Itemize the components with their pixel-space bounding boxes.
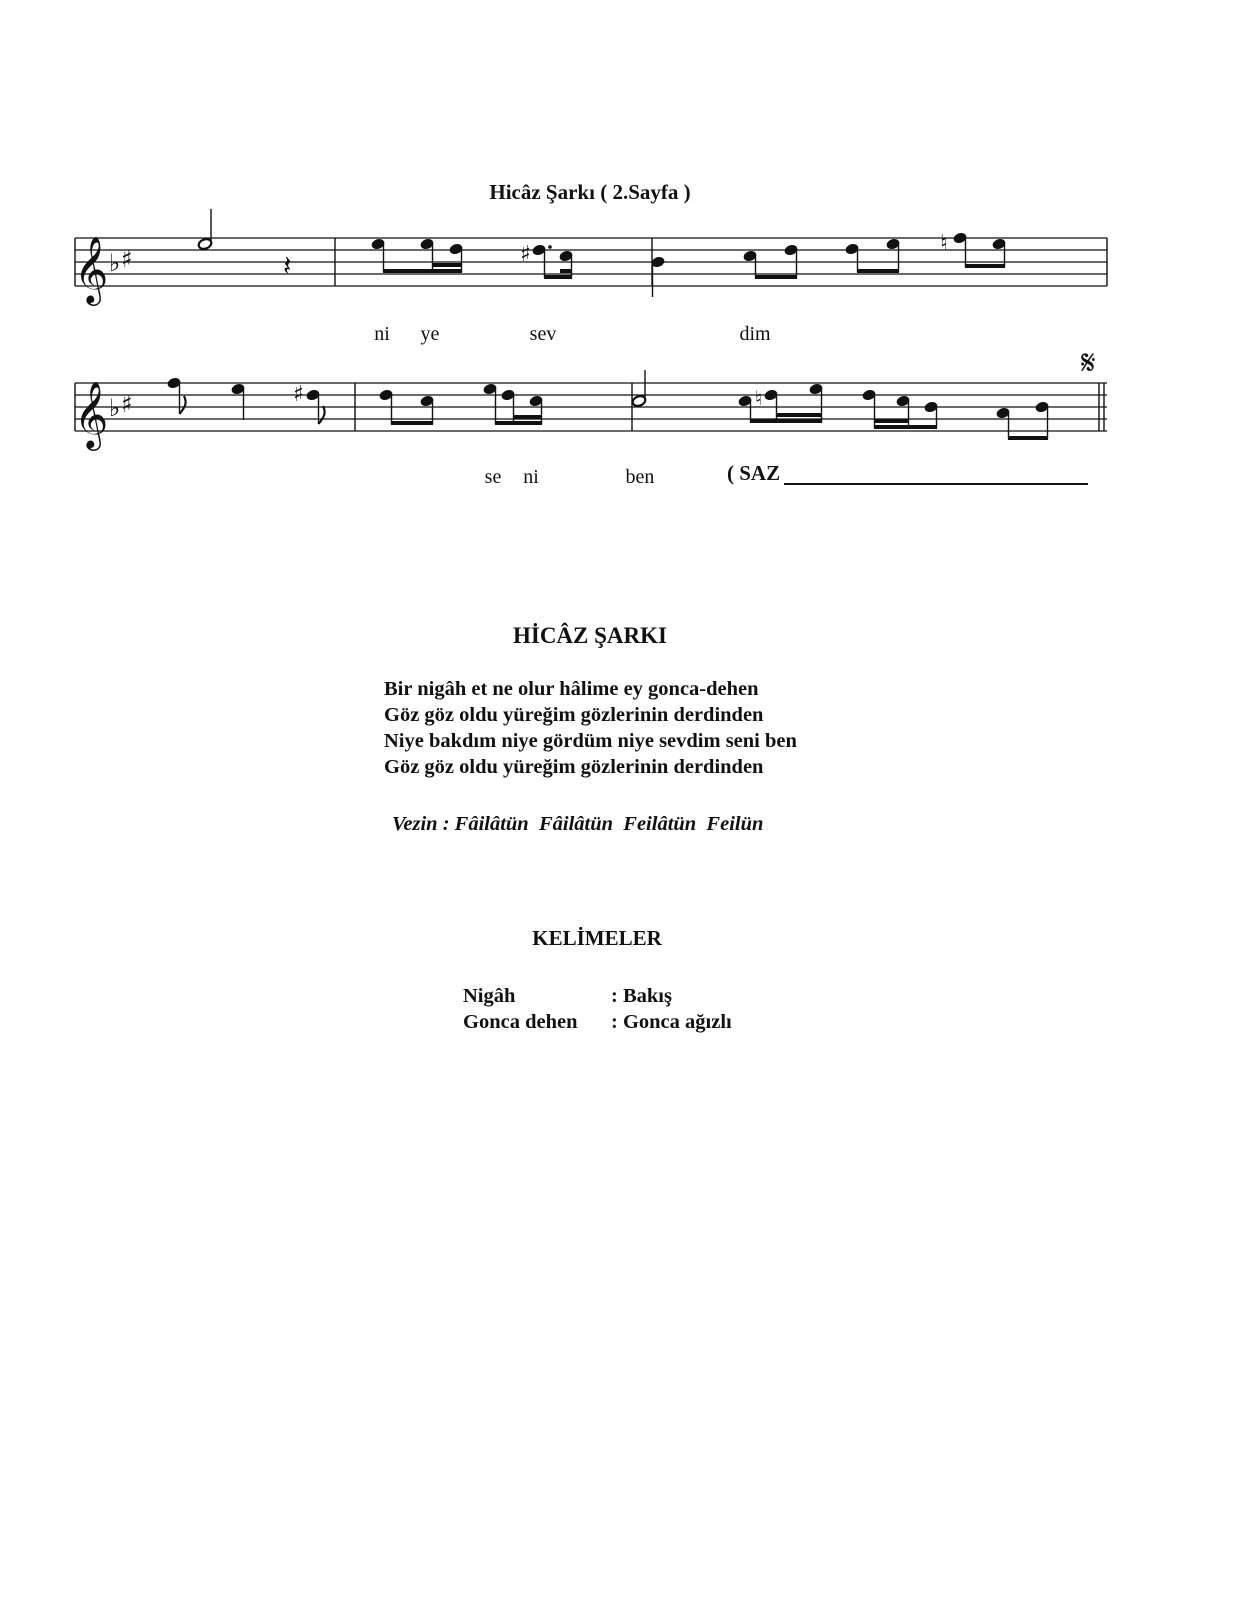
music-staff-system-2 <box>0 340 1237 460</box>
music-staff-system-1 <box>0 205 1237 325</box>
beamed-note-group <box>738 383 823 423</box>
glossary-term: Nigâh <box>463 985 516 1007</box>
natural-icon: ♮ <box>755 386 763 410</box>
sharp-icon: ♯ <box>121 245 133 273</box>
sharp-icon: ♯ <box>293 382 304 407</box>
poem-line: Göz göz oldu yüreğim gözlerinin derdinden <box>384 704 764 726</box>
flat-icon: ♭ <box>109 249 121 277</box>
treble-clef-icon: 𝄞 <box>74 235 109 303</box>
treble-clef-icon: 𝄞 <box>74 380 109 448</box>
glossary-definition: : Bakış <box>611 985 672 1007</box>
poem-text <box>384 676 797 780</box>
beamed-note-group <box>371 238 463 273</box>
poem-line: Bir nigâh et ne olur hâlime ey gonca-dehen <box>384 678 759 700</box>
poem-title: HİCÂZ ŞARKI <box>512 623 667 648</box>
sharp-icon: ♯ <box>520 242 531 267</box>
lyric-syllable: dim <box>739 323 771 345</box>
glossary-title: KELİMELER <box>532 926 662 950</box>
glossary-definition: : Gonca ağızlı <box>611 1011 732 1033</box>
poem-line: Göz göz oldu yüreğim gözlerinin derdinden <box>384 756 764 778</box>
glossary-term: Gonca dehen <box>463 1011 578 1033</box>
glossary-entry <box>463 983 732 1009</box>
sharp-icon: ♯ <box>121 390 133 418</box>
lyric-syllable: ye <box>420 323 440 345</box>
quarter-rest-icon: 𝄽 <box>283 249 292 282</box>
saz-extension-line <box>784 483 1088 485</box>
glossary-entry <box>463 1009 732 1035</box>
beamed-note-group <box>845 238 900 273</box>
saz-label: ( SAZ <box>727 461 781 485</box>
meter-line: Vezin : Fâilâtün Fâilâtün Feilâtün Feilün <box>392 813 764 835</box>
lyric-syllable: sev <box>529 323 557 345</box>
page-title: Hicâz Şarkı ( 2.Sayfa ) <box>489 180 691 204</box>
segno-icon: 𝄋 <box>1081 343 1096 383</box>
lyric-syllable: ni <box>523 466 539 488</box>
quarter-note <box>651 256 665 297</box>
lyric-syllable: ni <box>374 323 390 345</box>
lyric-syllable: ben <box>625 466 655 488</box>
flat-icon: ♭ <box>109 394 121 422</box>
natural-icon: ♮ <box>940 231 948 256</box>
lyric-syllable: se <box>484 466 502 488</box>
poem-line: Niye bakdım niye gördüm niye sevdim seni ben <box>384 730 797 752</box>
glossary-list <box>463 983 732 1035</box>
quarter-note <box>231 383 245 420</box>
